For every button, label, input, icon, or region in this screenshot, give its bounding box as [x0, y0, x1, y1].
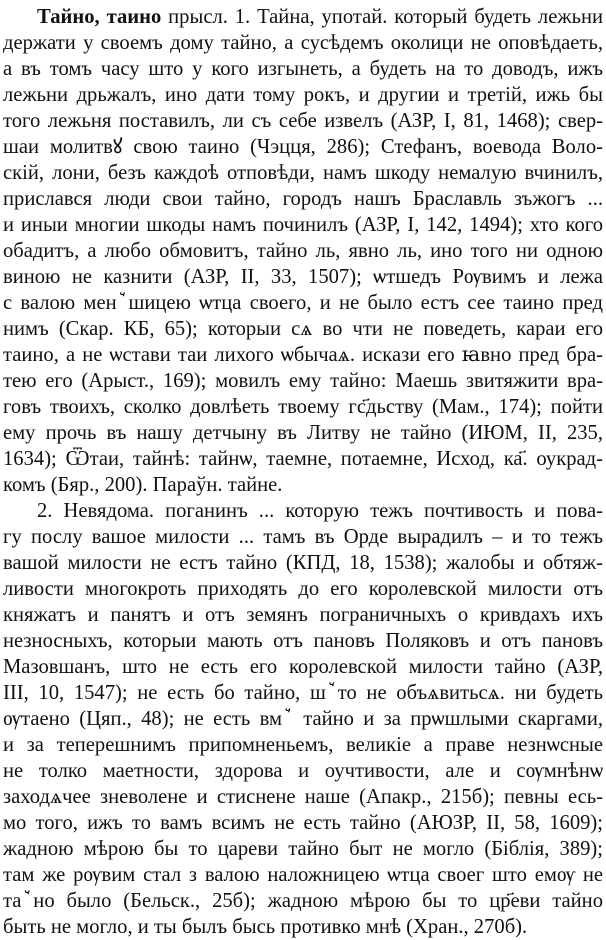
entry-line: заходѧчее зневолене и стисненe наше (Апакр., 215б); певны есь-	[3, 786, 603, 808]
entry-line: с валою менꙿшицею ѡтца своего, и не было естъ сее таино пред	[3, 292, 603, 314]
entry-line: жадною мѣрою бы то цареви тайно быт не могло (Біблія, 389);	[3, 838, 603, 860]
entry-line: ливости многокроть приходять до его королевской милости отъ	[3, 578, 603, 600]
headword: Тайно, таино	[37, 6, 162, 28]
entry-line: незносныхъ, которыи мають отъ пановъ Поляковъ и отъ пановъ	[3, 630, 603, 652]
entry-line: гу послу вашое милости ... тамъ въ Орде вырадилъ – и то тежъ	[3, 526, 603, 548]
entry-line: виною не казнити (АЗР, II, 33, 1507); ѡтшедъ Рѹвимъ и лежа	[3, 266, 603, 288]
entry-line: 1634); Ѿтаи, тайнѣ: тайнѡ, таемне, потаемне, Исход, ка҃. оукрад-	[3, 448, 603, 470]
entry-line: ему прочь въ нашу детчыну въ Литву не тайно (ИЮМ, II, 235,	[3, 422, 603, 444]
entry-line: а въ томъ часу што у кого изгынеть, а будеть на то доводъ, ижъ	[3, 58, 603, 80]
entry-line: Тайно, таино прысл. 1. Тайна, употай. который будеть лежьни	[37, 6, 603, 28]
entry-line: вашой милости не естъ тайно (КПД, 18, 1538); жалобы и обтяж-	[3, 552, 603, 574]
entry-line: ѹтаено (Цяп., 48); не есть вмꙿ тайно и за прѡшлыми скаргами,	[3, 708, 603, 730]
entry-line: держати у своемъ дому тайно, а сусѣдемъ околици не оповѣдаеть,	[3, 32, 603, 54]
entry-line: обадитъ, а любо обмовитъ, тайно ль, явно ль, ино того ни одною	[3, 240, 603, 262]
entry-line: 2. Невядома. поганинъ ... которую тежъ почтивость и пова-	[37, 500, 603, 522]
entry-line: и за теперешнимъ припомненьемъ, великіе а праве незнѡсные	[3, 734, 603, 756]
dictionary-entry	[3, 4, 603, 940]
entry-line: III, 10, 1547); не есть бо тайно, шꙿто не объѧвитьсѧ. ни будеть	[3, 682, 603, 704]
entry-line: шаи молитвꙋ свою таино (Чэцця, 286); Стефанъ, воевода Воло-	[3, 136, 603, 158]
entry-line: лежьни дрьжалъ, ино дати тому рокъ, и другии и третій, ижь бы	[3, 84, 603, 106]
entry-line: тею его (Арыст., 169); мовилъ ему тайно: Маешь звитяжити вра-	[3, 370, 603, 392]
entry-line: таꙿно было (Бельск., 25б); жадною мѣрою бы то цр҃еви тайно	[3, 890, 603, 912]
entry-line: не толко маетности, здорова и оучтивости, але и сѹмнѣнѡ	[3, 760, 603, 782]
entry-line: Мазовшанъ, што не есть его королевской милости тайно (АЗР,	[3, 656, 603, 678]
entry-line: комъ (Бяр., 200). Параўн. тайне.	[3, 474, 283, 496]
entry-line: нимъ (Скар. КБ, 65); которыи сѧ во чти не поведеть, караи его	[3, 318, 603, 340]
entry-line: княжатъ и панятъ и отъ земянъ пограничныхъ о кривдахъ ихъ	[3, 604, 603, 626]
entry-line: и иныи многии шкоды намъ починилъ (АЗР, I, 142, 1494); хто кого	[3, 214, 603, 236]
entry-line: прислався люди свои тайно, городъ нашъ Браславль зъжогъ ...	[3, 188, 603, 210]
entry-line: говъ твоихъ, сколко довлѣеть твоему гс҃дьству (Мам., 174); пойти	[3, 396, 603, 418]
entry-line: скій, лони, безъ каждоѣ отповѣди, намъ шкоду немалую вчинилъ,	[3, 162, 603, 184]
entry-line: быть не могло, и ты былъ бысь противко мнѣ (Хран., 270б).	[3, 916, 528, 938]
entry-line: того лежьня поставилъ, ли съ себе извелъ (АЗР, I, 81, 1468); свер-	[3, 110, 603, 132]
entry-line: там же рѹвим стал з валою наложницею ѡтца своег што емѹ не	[3, 864, 603, 886]
entry-line: таино, а не ѡстави таи лихого ѡбычаѧ. искази его ꙗвно пред бра-	[3, 344, 603, 366]
entry-line: мо того, ижъ то вамъ всимъ не есть тайно (АЮЗР, II, 58, 1609);	[3, 812, 603, 834]
